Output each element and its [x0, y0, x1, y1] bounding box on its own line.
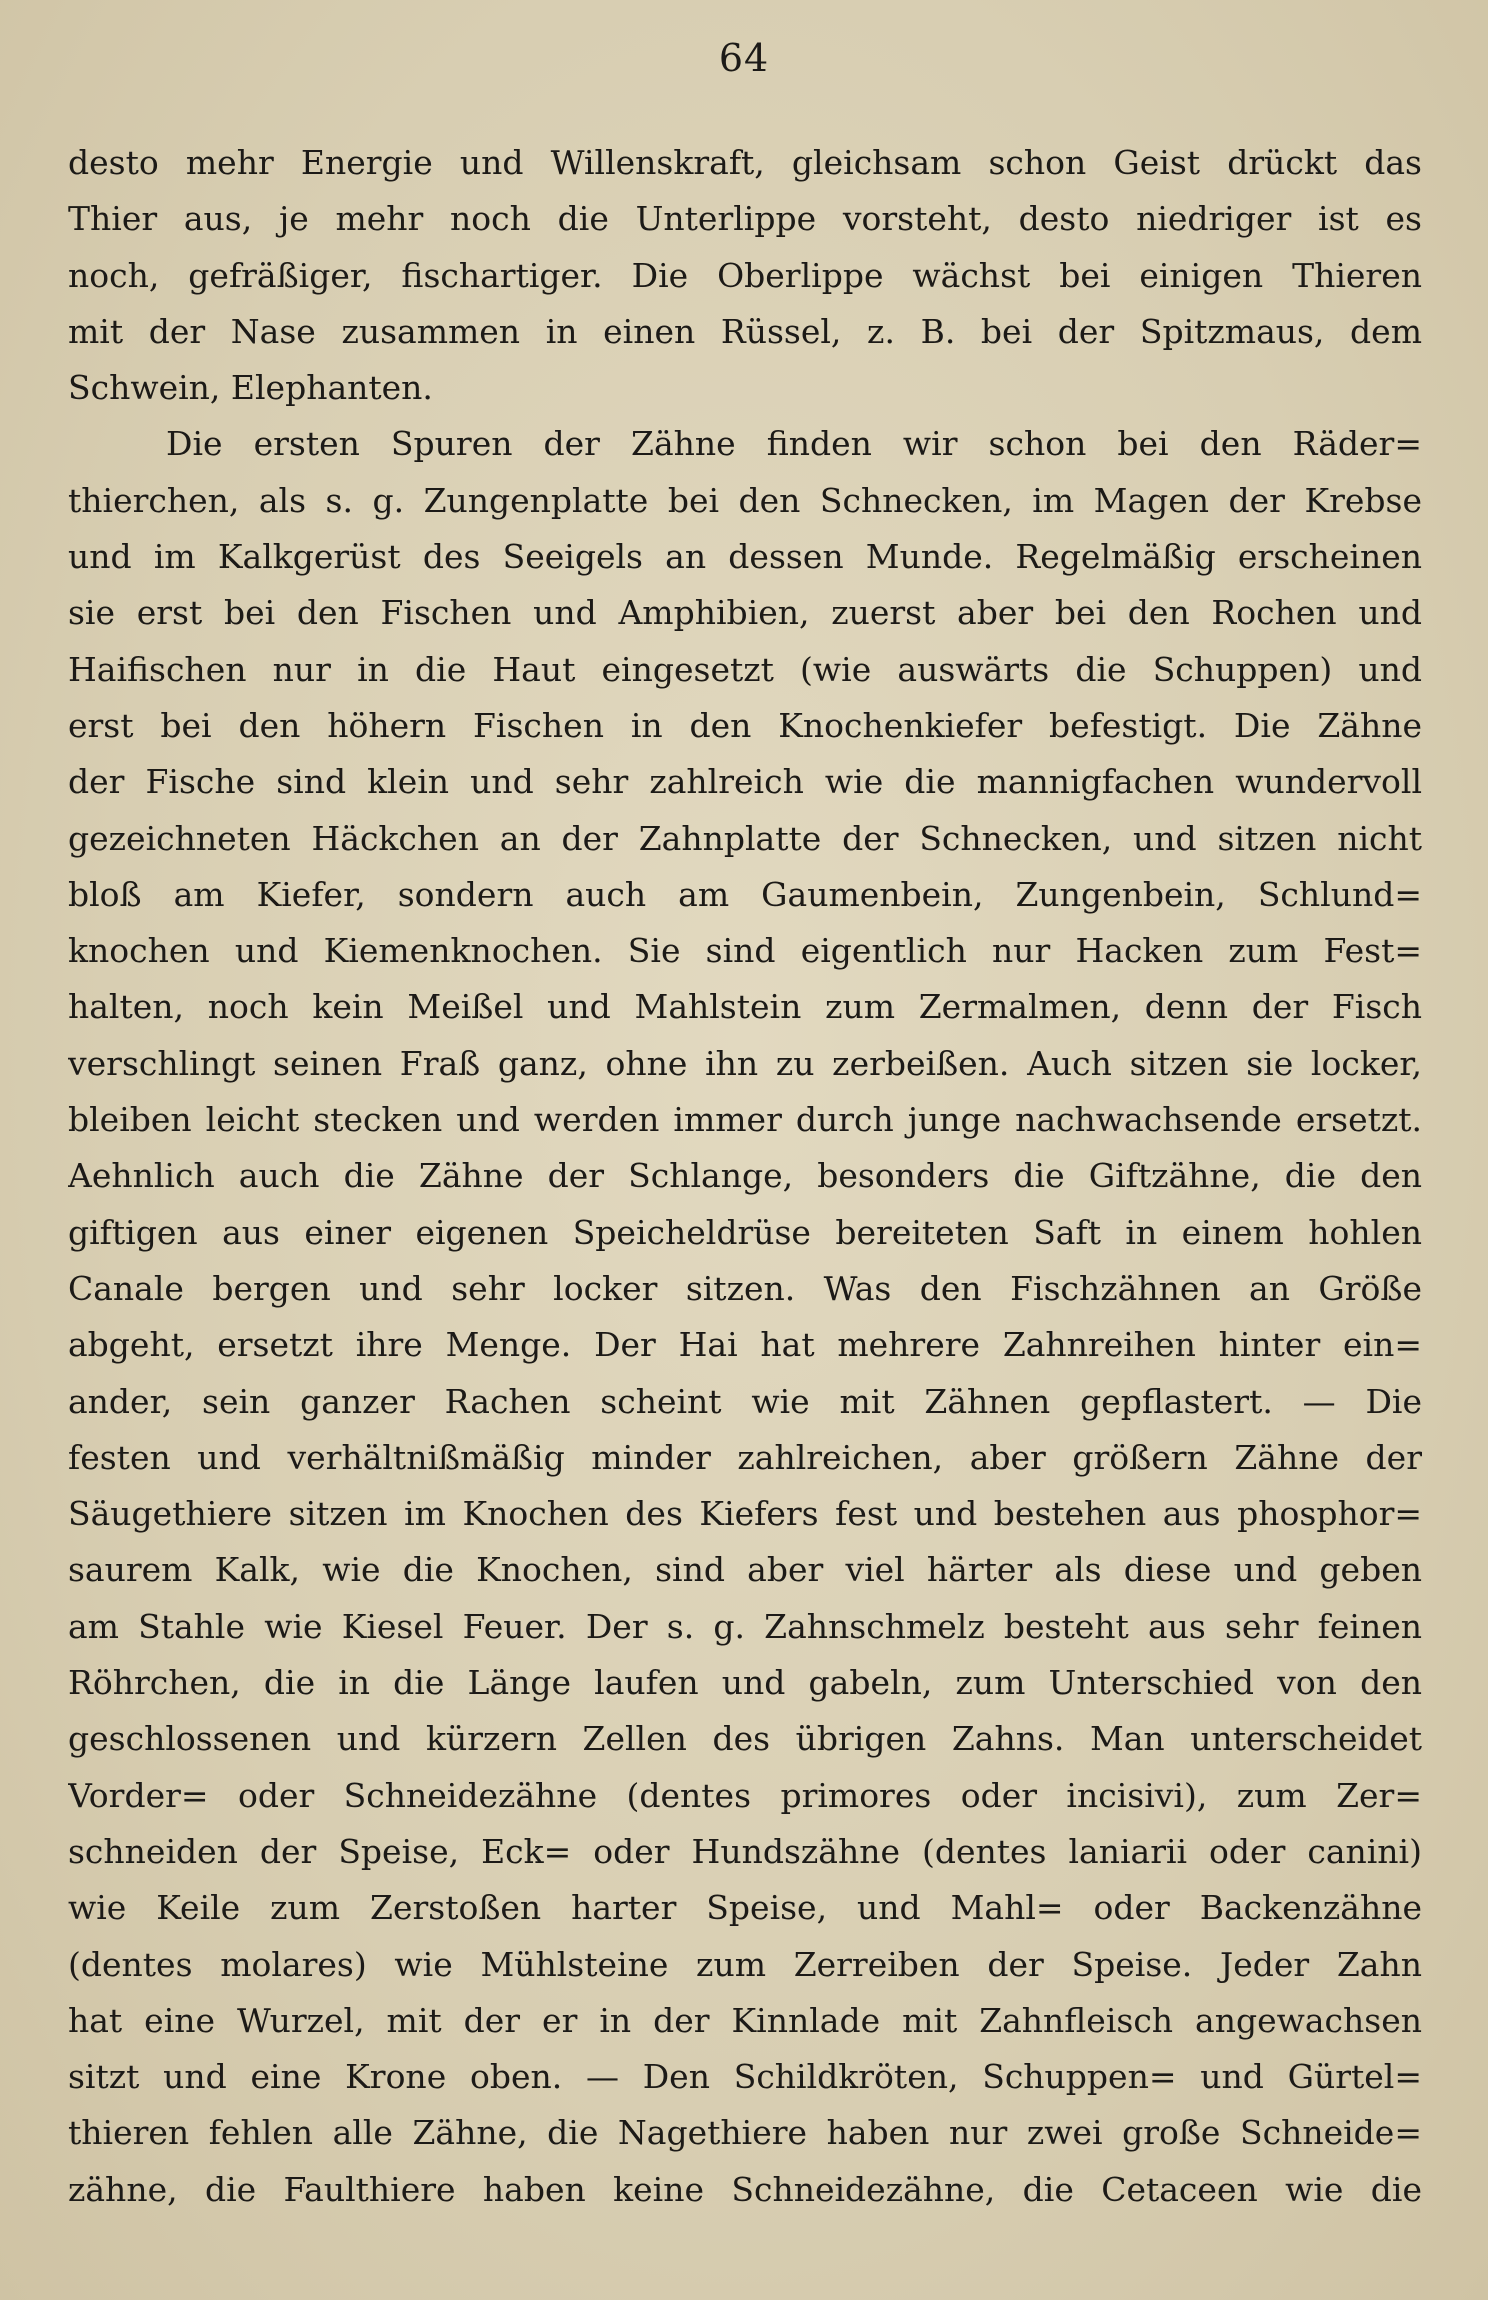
- text-line: desto mehr Energie und Willenskraft, gleichsam schon Geist drückt das: [68, 143, 1422, 182]
- text-line: mit der Nase zusammen in einen Rüssel, z. B. bei der Spitzmaus, dem: [68, 311, 1422, 351]
- text-line: zähne, die Faulthiere haben keine Schneidezähne, die Cetaceen wie die: [68, 2169, 1422, 2209]
- text-line: und im Kalkgerüst des Seeigels an dessen Munde. Regelmäßig erscheinen: [68, 537, 1422, 577]
- text-line: am Stahle wie Kiesel Feuer. Der s. g. Zahnschmelz besteht aus sehr feinen: [68, 1606, 1422, 1646]
- text-line: geschlossenen und kürzern Zellen des übrigen Zahns. Man unterscheidet: [68, 1719, 1422, 1759]
- text-line: gezeichneten Häckchen an der Zahnplatte der Schnecken, und sitzen nicht: [68, 818, 1422, 858]
- text-line: thieren fehlen alle Zähne, die Nagethiere haben nur zwei große Schneide=: [68, 2113, 1422, 2153]
- text-line: halten, noch kein Meißel und Mahlstein zum Zermalmen, denn der Fisch: [68, 987, 1422, 1027]
- text-line: sie erst bei den Fischen und Amphibien, zuerst aber bei den Rochen und: [68, 593, 1422, 633]
- text-line: schneiden der Speise, Eck= oder Hundszähne (dentes laniarii oder canini): [68, 1831, 1422, 1871]
- text-line: wie Keile zum Zerstoßen harter Speise, und Mahl= oder Backenzähne: [68, 1888, 1422, 1928]
- text-line: verschlingt seinen Fraß ganz, ohne ihn zu zerbeißen. Auch sitzen sie locker,: [68, 1043, 1422, 1083]
- text-line: hat eine Wurzel, mit der er in der Kinnlade mit Zahnfleisch angewachsen: [68, 2000, 1422, 2040]
- text-line: saurem Kalk, wie die Knochen, sind aber viel härter als diese und geben: [68, 1550, 1422, 1590]
- text-line: Säugethiere sitzen im Knochen des Kiefers fest und bestehen aus phosphor=: [68, 1494, 1422, 1534]
- text-line: Haifischen nur in die Haut eingesetzt (wie auswärts die Schuppen) und: [68, 649, 1422, 689]
- text-line: Thier aus, je mehr noch die Unterlippe vorsteht, desto niedriger ist es: [68, 199, 1422, 239]
- text-line: ander, sein ganzer Rachen scheint wie mit Zähnen gepflastert. — Die: [68, 1381, 1422, 1421]
- text-line: Canale bergen und sehr locker sitzen. Was den Fischzähnen an Größe: [68, 1268, 1422, 1308]
- text-line: erst bei den höhern Fischen in den Knochenkiefer befestigt. Die Zähne: [68, 705, 1422, 745]
- text-line: bleiben leicht stecken und werden immer durch junge nachwachsende ersetzt.: [68, 1100, 1422, 1140]
- text-line: giftigen aus einer eigenen Speicheldrüse bereiteten Saft in einem hohlen: [68, 1212, 1422, 1252]
- paragraph-end-line: Schwein, Elephanten.: [68, 368, 433, 408]
- text-line: sitzt und eine Krone oben. — Den Schildkröten, Schuppen= und Gürtel=: [68, 2057, 1422, 2097]
- text-line: festen und verhältnißmäßig minder zahlreichen, aber größern Zähne der: [68, 1437, 1422, 1477]
- paragraph-first-line: Die ersten Spuren der Zähne finden wir schon bei den Räder=: [166, 424, 1422, 464]
- text-line: bloß am Kiefer, sondern auch am Gaumenbein, Zungenbein, Schlund=: [68, 874, 1422, 914]
- text-line: (dentes molares) wie Mühlsteine zum Zerreiben der Speise. Jeder Zahn: [68, 1944, 1422, 1984]
- text-line: thierchen, als s. g. Zungenplatte bei den Schnecken, im Magen der Krebse: [68, 480, 1422, 520]
- body-text: [68, 135, 1422, 2218]
- text-line: der Fische sind klein und sehr zahlreich wie die mannigfachen wundervoll: [68, 762, 1422, 802]
- text-line: Röhrchen, die in die Länge laufen und gabeln, zum Unterschied von den: [68, 1663, 1422, 1703]
- text-line: Vorder= oder Schneidezähne (dentes primores oder incisivi), zum Zer=: [68, 1775, 1422, 1815]
- text-line: knochen und Kiemenknochen. Sie sind eigentlich nur Hacken zum Fest=: [68, 931, 1422, 971]
- text-line: Aehnlich auch die Zähne der Schlange, besonders die Giftzähne, die den: [68, 1156, 1422, 1196]
- page-number: 64: [718, 36, 770, 80]
- text-line: noch, gefräßiger, fischartiger. Die Oberlippe wächst bei einigen Thieren: [68, 255, 1422, 295]
- text-line: abgeht, ersetzt ihre Menge. Der Hai hat mehrere Zahnreihen hinter ein=: [68, 1325, 1422, 1365]
